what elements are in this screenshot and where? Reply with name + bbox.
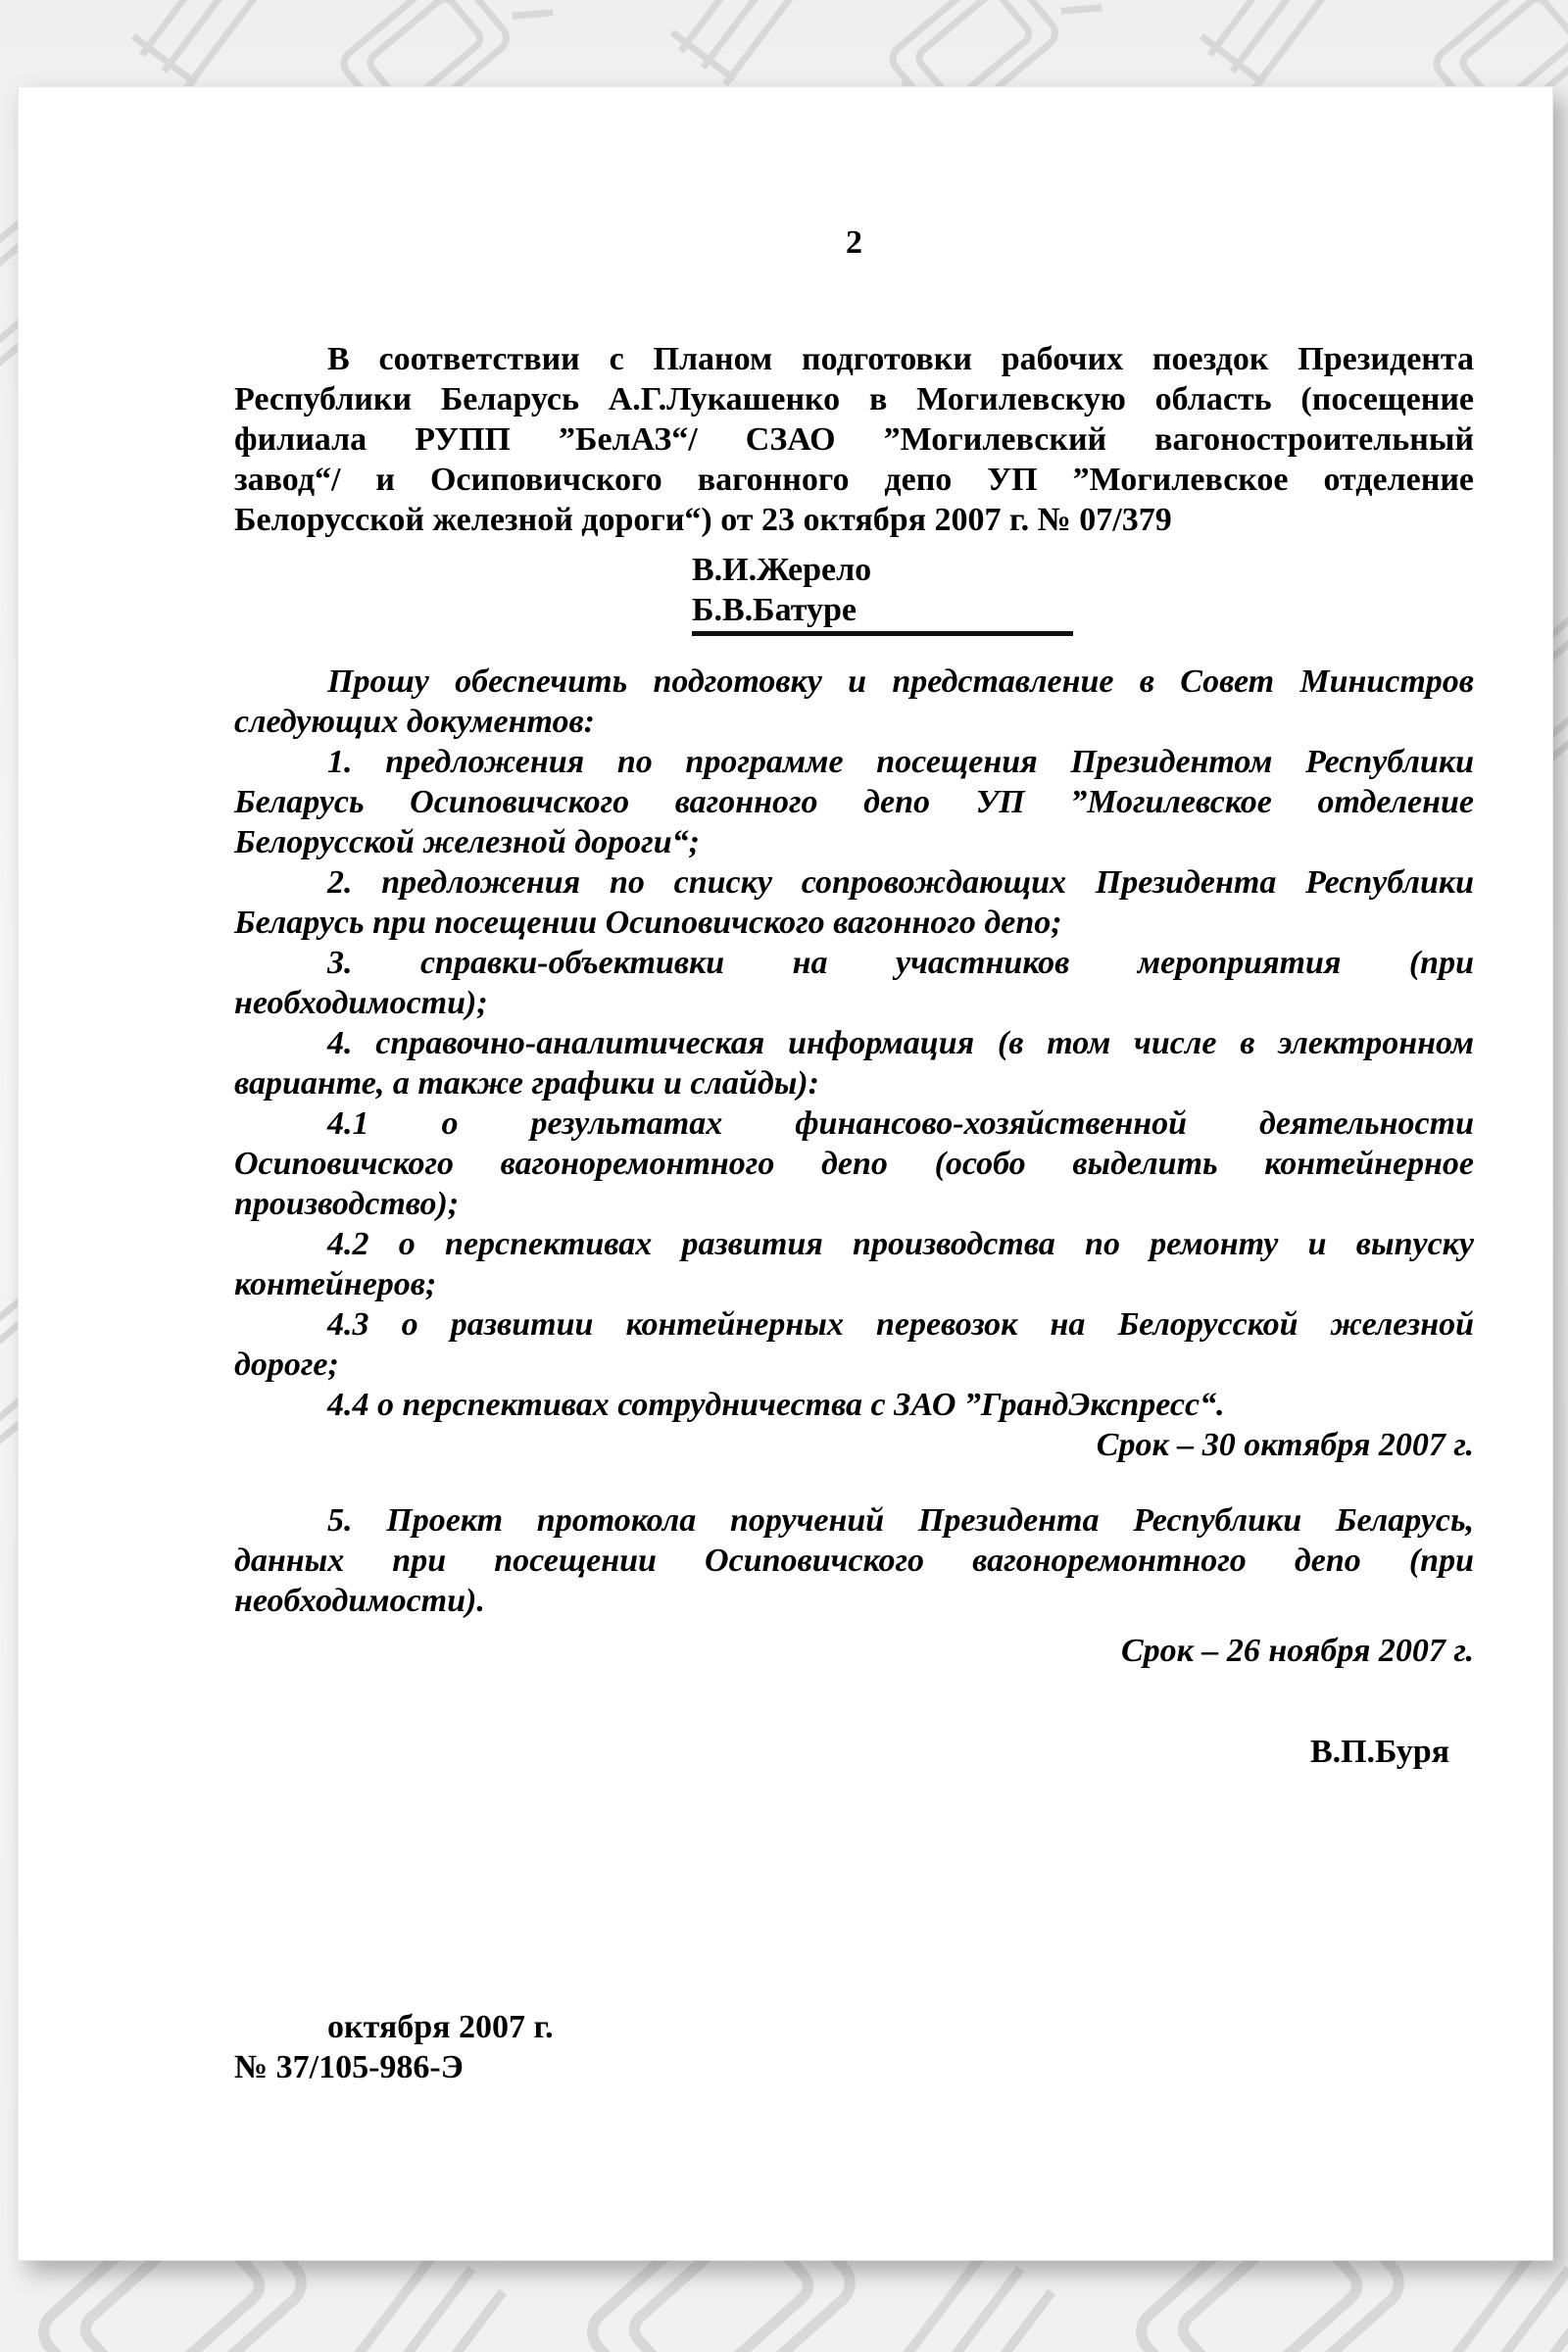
paragraph-line: контейнеров; xyxy=(234,1266,437,1302)
paragraph-plan-reference xyxy=(234,339,1474,540)
paragraph-line: Прошу обеспечить подготовку и представление в Совет Министров xyxy=(327,663,1474,700)
list-item-2 xyxy=(234,862,1474,943)
paragraph-line: необходимости); xyxy=(234,985,488,1021)
paragraph-line: В соответствии с Планом подготовки рабочих поездок Президента xyxy=(327,341,1474,377)
list-item-4-4 xyxy=(234,1385,1474,1425)
footer-registration-number: № 37/105-986-Э xyxy=(234,2049,464,2085)
addressees-block xyxy=(234,550,1474,636)
paragraph-line: 4. справочно-аналитическая информация (в том числе в электронном xyxy=(327,1025,1474,1061)
paragraph-line: варианте, а также графики и слайды): xyxy=(234,1065,819,1102)
addressee-name: Б.В.Батуре xyxy=(692,590,1073,636)
list-item-1 xyxy=(234,742,1474,862)
paragraph-line: 5. Проект протокола поручений Президента Республики Беларусь, xyxy=(327,1502,1474,1539)
list-item-4-1 xyxy=(234,1103,1474,1224)
paragraph-line: Беларусь при посещении Осиповичского вагонного депо; xyxy=(234,905,1062,941)
paragraph-line: Белорусской железной дороги“; xyxy=(234,824,700,860)
list-item-5 xyxy=(234,1500,1474,1621)
paragraph-line: 4.2 о перспективах развития производства по ремонту и выпуску xyxy=(327,1226,1474,1262)
paragraph-line: Белорусской железной дороги“) от 23 октября 2007 г. № 07/379 xyxy=(234,502,1172,538)
paragraph-line: филиала РУПП ”БелАЗ“/ СЗАО ”Могилевский вагоностроительный xyxy=(234,421,1474,458)
paragraph-line: 4.3 о развитии контейнерных перевозок на Белорусской железной xyxy=(327,1306,1474,1343)
signature-name: В.П.Буря xyxy=(1309,1734,1449,1770)
deadline-1: Срок – 30 октября 2007 г. xyxy=(1096,1427,1474,1463)
list-item-4-3 xyxy=(234,1304,1474,1385)
footer-block xyxy=(234,2007,1474,2087)
paragraph-line: следующих документов: xyxy=(234,704,595,740)
paragraph-line: 4.1 о результатах финансово-хозяйственной деятельности xyxy=(327,1105,1474,1142)
list-item-4-2 xyxy=(234,1224,1474,1304)
paragraph-line: 3. справки-объективки на участников мероприятия (при xyxy=(327,945,1474,981)
paragraph-line: Беларусь Осиповичского вагонного депо УП ”Могилевское отделение xyxy=(234,784,1474,820)
addressee-name: В.И.Жерело xyxy=(692,552,872,588)
paragraph-line: завод“/ и Осиповичского вагонного депо УП ”Могилевское отделение xyxy=(234,462,1474,498)
addressee-name-underlined xyxy=(692,590,1474,636)
deadline-2: Срок – 26 ноября 2007 г. xyxy=(1121,1633,1474,1669)
paragraph-line: Республики Беларусь А.Г.Лукашенко в Могилевскую область (посещение xyxy=(234,381,1474,417)
paragraph-line: Осиповичского вагоноремонтного депо (особо выделить контейнерное xyxy=(234,1146,1474,1182)
paragraph-line: необходимости). xyxy=(234,1583,485,1619)
paragraph-line: дороге; xyxy=(234,1347,339,1383)
paragraph-line: 1. предложения по программе посещения Президентом Республики xyxy=(327,744,1474,780)
paragraph-line: 4.4 о перспективах сотрудничества с ЗАО ”ГрандЭкспресс“. xyxy=(327,1387,1225,1423)
paragraph-line: 2. предложения по списку сопровождающих Президента Республики xyxy=(327,864,1474,901)
paragraph-request xyxy=(234,662,1474,742)
list-item-3 xyxy=(234,943,1474,1023)
paragraph-line: производство); xyxy=(234,1186,460,1222)
document-body xyxy=(19,222,1552,2087)
paragraph-line: данных при посещении Осиповичского вагоноремонтного депо (при xyxy=(234,1543,1474,1579)
page-number: 2 xyxy=(846,224,862,261)
footer-date: октября 2007 г. xyxy=(327,2009,554,2045)
list-item-4 xyxy=(234,1023,1474,1103)
document-page xyxy=(18,86,1553,2261)
